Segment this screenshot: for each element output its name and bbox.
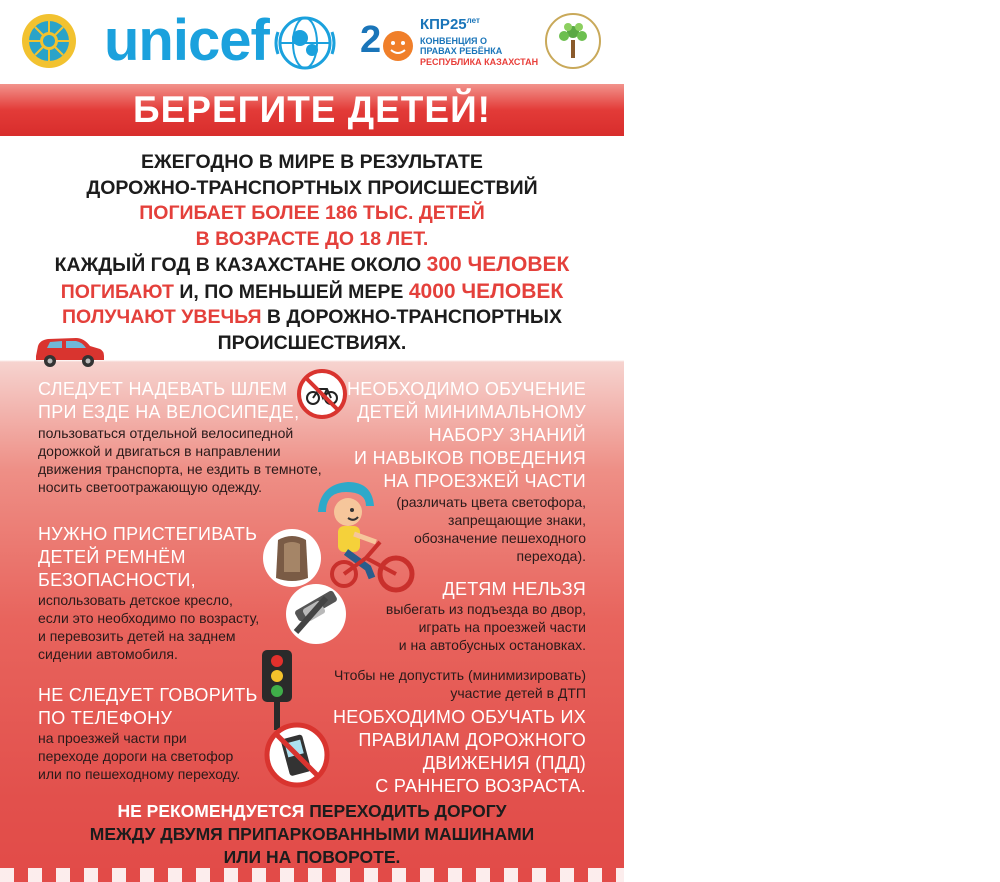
rules-heading: ПРАВИЛАМ ДОРОЖНОГО: [358, 730, 586, 750]
kazakhstan-emblem-icon: [20, 12, 78, 70]
logo-bar: [0, 0, 624, 84]
bottom-line: НЕ РЕКОМЕНДУЕТСЯ ПЕРЕХОДИТЬ ДОРОГУ: [117, 801, 507, 821]
poster-title: БЕРЕГИТЕ ДЕТЕЙ!: [133, 89, 491, 130]
unicef-logo-text: unicef: [104, 8, 269, 73]
bottom-warning: [0, 800, 624, 869]
rules-heading: НЕОБХОДИМО ОБУЧАТЬ ИХ: [332, 707, 586, 727]
belt-heading: БЕЗОПАСНОСТИ,: [38, 570, 196, 590]
helmet-text: движения транспорта, не ездить в темноте,: [38, 461, 322, 477]
belt-text: и перевозить детей на заднем: [38, 628, 236, 644]
helmet-text: носить светоотражающую одежду.: [38, 479, 263, 495]
forbid-text: выбегать из подъезда во двор,: [385, 601, 586, 617]
training-text: запрещающие знаки,: [448, 512, 586, 528]
phone-text: переходе дороги на светофор: [38, 748, 234, 764]
crosswalk-stripes: [0, 868, 624, 882]
tree-logo-icon: [544, 12, 602, 70]
intro-line: ПРОИСШЕСТВИЯХ.: [217, 331, 407, 354]
crc-line-2: ПРАВАХ РЕБЁНКА: [420, 46, 503, 56]
training-heading: ДЕТЕЙ МИНИМАЛЬНОМУ: [357, 402, 586, 422]
phone-heading: ПО ТЕЛЕФОНУ: [38, 708, 173, 728]
no-bicycle-icon: [297, 369, 347, 419]
training-text: обозначение пешеходного: [413, 530, 586, 546]
bottom-line: МЕЖДУ ДВУМЯ ПРИПАРКОВАННЫМИ МАШИНАМИ: [89, 824, 535, 844]
intro-line: ПОГИБАЕТ БОЛЕЕ 186 ТЫС. ДЕТЕЙ: [139, 202, 485, 224]
traffic-light-icon: [258, 648, 296, 730]
bottom-line: ИЛИ НА ПОВОРОТЕ.: [223, 847, 401, 867]
forbid-text: и на автобусных остановках.: [398, 637, 586, 653]
helmet-text: пользоваться отдельной велосипедной: [38, 425, 294, 441]
crc-title: $КПР25^{лет}$: [420, 16, 480, 33]
crc-line-1: КОНВЕНЦИЯ О: [420, 36, 488, 46]
forbid-heading: ДЕТЯМ НЕЛЬЗЯ: [442, 579, 586, 599]
intro-line: ЕЖЕГОДНО В МИРЕ В РЕЗУЛЬТАТЕ: [141, 151, 483, 173]
intro-text: [0, 150, 624, 356]
rules-heading: ДВИЖЕНИЯ (ПДД): [422, 753, 586, 773]
phone-heading: НЕ СЛЕДУЕТ ГОВОРИТЬ: [38, 685, 258, 705]
belt-heading: НУЖНО ПРИСТЕГИВАТЬ: [38, 524, 258, 544]
no-phone-icon: [264, 722, 330, 788]
intro-line: В ВОЗРАСТЕ ДО 18 ЛЕТ.: [195, 227, 429, 250]
car-seat-and-belt-icon: [256, 528, 352, 646]
belt-heading: ДЕТЕЙ РЕМНЁМ: [38, 547, 186, 567]
forbid-text: играть на проезжей части: [418, 619, 586, 635]
training-text: перехода).: [516, 548, 586, 564]
phone-text: или по пешеходному переходу.: [38, 766, 241, 782]
phone-text: на проезжей части при: [38, 730, 187, 746]
intro-line: ДОРОЖНО-ТРАНСПОРТНЫХ ПРОИСШЕСТВИЙ: [86, 176, 538, 199]
training-text: (различать цвета светофора,: [396, 494, 586, 510]
training-heading: НА ПРОЕЗЖЕЙ ЧАСТИ: [383, 471, 586, 491]
training-heading: НАБОРУ ЗНАНИЙ: [428, 425, 586, 445]
helmet-heading-1: СЛЕДУЕТ НАДЕВАТЬ ШЛЕМ: [38, 379, 288, 399]
helmet-text: дорожкой и двигаться в направлении: [38, 443, 281, 459]
rules-intro-text: участие детей в ДТП: [450, 685, 586, 701]
intro-line: ПОЛУЧАЮТ УВЕЧЬЯ В ДОРОЖНО-ТРАНСПОРТНЫХ: [62, 306, 562, 328]
intro-line: ПОГИБАЮТ И, ПО МЕНЬШЕЙ МЕРЕ 4000 ЧЕЛОВЕК: [60, 279, 564, 303]
unicef-globe-icon: [272, 10, 338, 76]
car-icon: [32, 334, 106, 368]
belt-text: использовать детское кресло,: [38, 592, 233, 608]
training-heading: НЕОБХОДИМО ОБУЧЕНИЕ: [346, 379, 586, 399]
rules-heading: С РАННЕГО ВОЗРАСТА.: [375, 776, 586, 796]
svg-text:2: 2: [360, 19, 382, 61]
crc-line-3: РЕСПУБЛИКА КАЗАХСТАН: [420, 57, 539, 67]
rules-intro-text: Чтобы не допустить (минимизировать): [334, 667, 586, 683]
training-heading: И НАВЫКОВ ПОВЕДЕНИЯ: [354, 448, 586, 468]
intro-line: КАЖДЫЙ ГОД В КАЗАХСТАНЕ ОКОЛО 300 ЧЕЛОВЕК: [54, 253, 570, 276]
crc-25-years-icon: [360, 12, 414, 72]
helmet-heading-2: ПРИ ЕЗДЕ НА ВЕЛОСИПЕДЕ,: [38, 402, 300, 422]
belt-text: сидении автомобиля.: [38, 646, 178, 662]
belt-text: если это необходимо по возрасту,: [38, 610, 260, 626]
